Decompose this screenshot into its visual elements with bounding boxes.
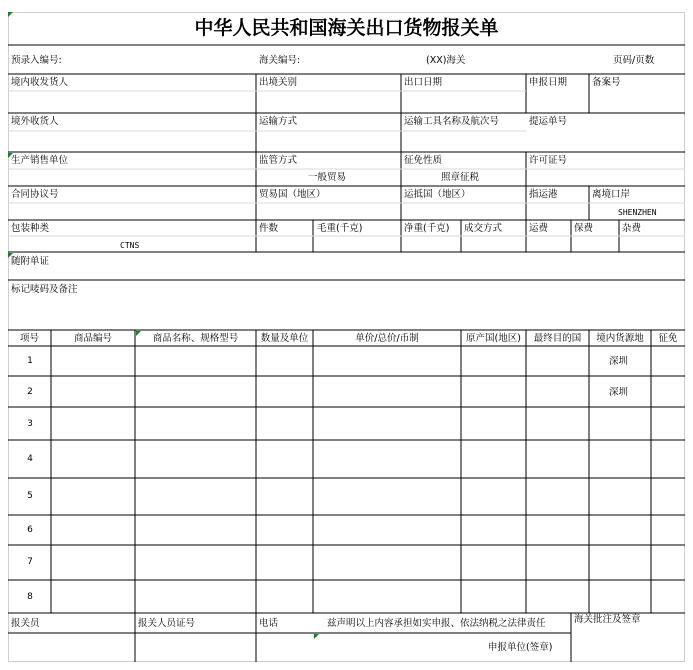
legal-statement: 兹声明以上内容承担如实申报、依法纳税之法律责任 [327, 618, 546, 629]
license-no-label: 许可证号 [529, 155, 568, 166]
table-row-no: 4 [27, 454, 33, 464]
declare-date-label: 申报日期 [529, 77, 568, 88]
customs-office-label: (XX)海关 [426, 55, 466, 66]
item-col-domestic-source: 境内货源地 [596, 333, 644, 344]
vessel-voyage-label: 运输工具名称及航次号 [404, 116, 500, 127]
table-row-no: 7 [27, 557, 33, 567]
package-type-label: 包装种类 [11, 223, 50, 234]
domestic-consignor-label: 境内收发货人 [11, 77, 69, 88]
marks-remarks-label: 标记唛码及备注 [11, 284, 78, 295]
customs-approval-label: 海关批注及签章 [574, 614, 641, 625]
item-col-name-spec: 商品名称、规格型号 [152, 333, 239, 344]
item-col-quantity-unit: 数量及单位 [260, 333, 309, 344]
table-row-no: 6 [27, 525, 33, 535]
insurance-label: 保费 [574, 223, 594, 234]
table-row-no: 3 [27, 419, 33, 429]
table-row-no: 8 [27, 592, 33, 602]
supervision-mode-label: 监管方式 [259, 155, 298, 166]
pieces-label: 件数 [259, 223, 279, 234]
table-row-origin-place: 深圳 [609, 356, 629, 367]
destination-country-label: 运抵国（地区） [404, 189, 471, 200]
pre-entry-no-label: 预录入编号: [11, 55, 62, 66]
departure-port-label: 离境口岸 [592, 189, 631, 200]
overseas-consignee-label: 境外收货人 [11, 116, 59, 127]
table-row-no: 5 [27, 491, 33, 501]
net-weight-label: 净重(千克) [404, 223, 450, 234]
phone-label: 电话 [259, 618, 279, 629]
supervision-mode-value: 一般贸易 [308, 172, 347, 183]
transport-mode-label: 运输方式 [259, 116, 298, 127]
table-row-no: 1 [27, 356, 33, 366]
exemption-nature-label: 征免性质 [404, 155, 443, 166]
item-col-exemption: 征免 [658, 333, 678, 344]
table-row-no: 2 [27, 387, 33, 397]
customs-no-label: 海关编号: [259, 55, 301, 66]
bill-no-label: 提运单号 [529, 116, 568, 127]
exit-port-label: 出境关别 [259, 77, 298, 88]
export-date-label: 出口日期 [404, 77, 443, 88]
item-col-no: 项号 [19, 333, 39, 344]
contract-no-label: 合同协议号 [11, 189, 59, 200]
cell-marker-icon [314, 634, 319, 639]
producer-seller-label: 生产销售单位 [11, 155, 69, 166]
package-type-value: CTNS [120, 241, 140, 250]
item-col-origin-country: 原产国(地区) [466, 333, 521, 344]
freight-label: 运费 [529, 223, 549, 234]
table-row-origin-place: 深圳 [609, 387, 629, 398]
declaring-unit-label: 申报单位(签章) [488, 642, 553, 653]
item-col-price-currency: 单价/总价/币制 [355, 333, 419, 344]
gross-weight-label: 毛重(千克) [317, 223, 363, 234]
form-title: 中华人民共和国海关出口货物报关单 [194, 17, 499, 39]
misc-fee-label: 杂费 [622, 223, 642, 234]
transaction-mode-label: 成交方式 [464, 223, 503, 234]
declarant-cert-label: 报关人员证号 [138, 618, 196, 629]
port-of-destination-label: 指运港 [529, 189, 558, 200]
filing-no-label: 备案号 [592, 77, 621, 88]
trade-country-label: 贸易国（地区） [259, 189, 326, 200]
page-count-label: 页码/页数 [613, 55, 655, 66]
departure-port-value: SHENZHEN [618, 208, 657, 217]
item-col-code: 商品编号 [73, 333, 112, 344]
item-col-final-destination: 最终目的国 [533, 333, 582, 344]
customs-declaration-sheet [8, 12, 685, 662]
declarant-label: 报关员 [11, 618, 40, 629]
exemption-nature-value: 照章征税 [441, 172, 480, 183]
attached-docs-label: 随附单证 [11, 256, 50, 267]
